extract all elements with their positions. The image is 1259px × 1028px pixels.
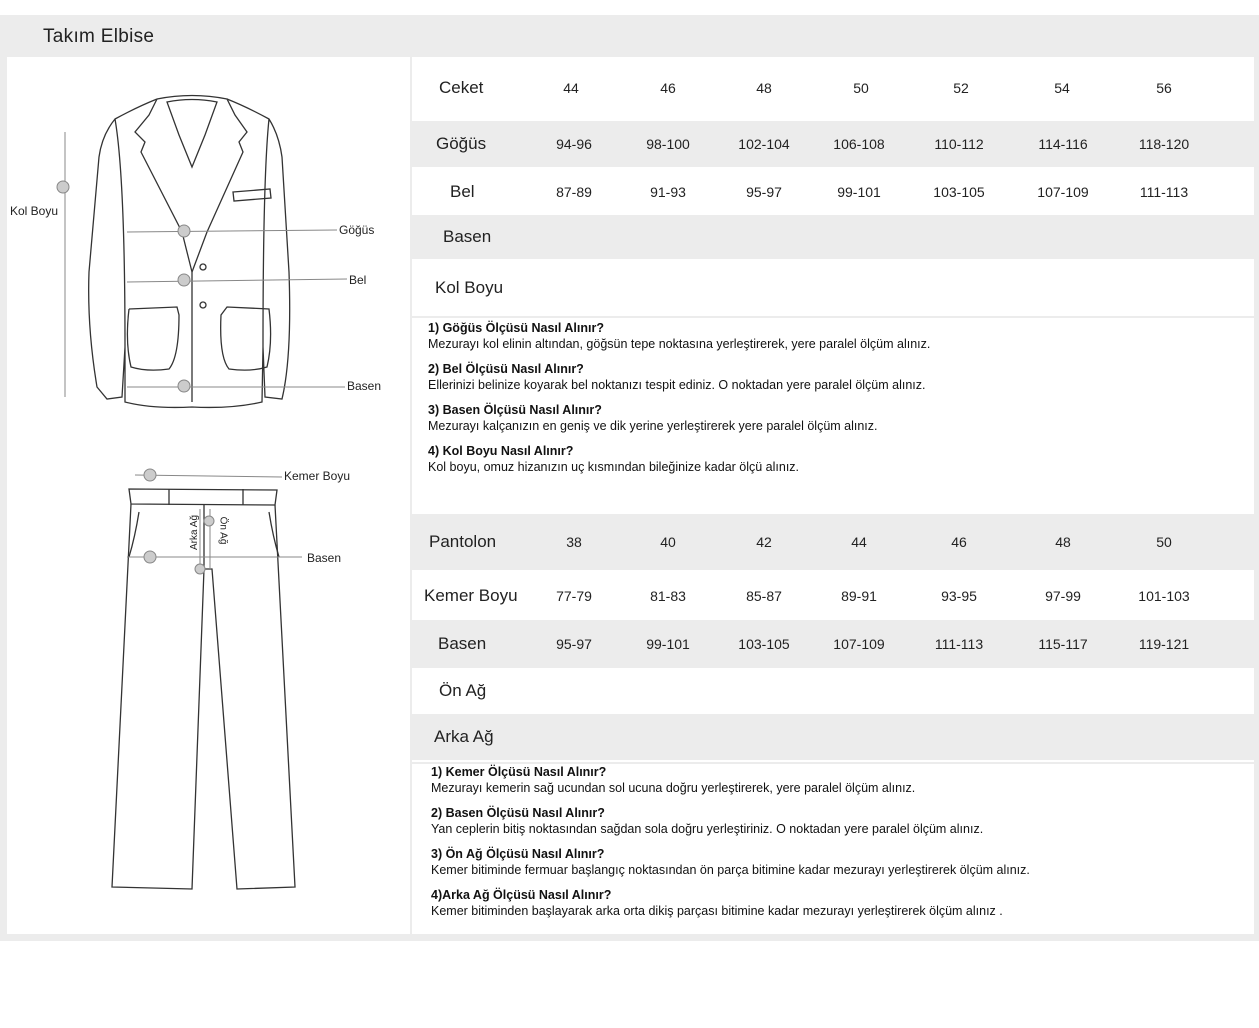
value-cell: 102-104 bbox=[738, 136, 790, 152]
value-cell: 85-87 bbox=[746, 588, 782, 604]
size-cell: 38 bbox=[566, 534, 582, 550]
row-label: Bel bbox=[450, 182, 475, 201]
row-label: Göğüs bbox=[436, 134, 487, 153]
page-title: Takım Elbise bbox=[43, 26, 155, 47]
instruction-text: Mezurayı kalçanızın en geniş ve dik yerine yerleştirerek yere paralel ölçüm alınız. bbox=[428, 419, 878, 433]
jacket-illustration bbox=[89, 96, 290, 408]
value-cell: 103-105 bbox=[738, 636, 790, 652]
value-cell: 89-91 bbox=[841, 588, 877, 604]
value-cell: 98-100 bbox=[646, 136, 690, 152]
instruction-text: Kemer bitiminden başlayarak arka orta dikiş parçası bitimine kadar mezurayı yerleştirerek ölçüm alınız . bbox=[431, 904, 1003, 918]
label-waist: Bel bbox=[349, 273, 367, 287]
size-cell: 44 bbox=[851, 534, 867, 550]
value-cell: 103-105 bbox=[933, 184, 985, 200]
instruction-text: Mezurayı kol elinin altından, göğsün tepe noktasına yerleştirerek, yere paralel ölçüm alınız. bbox=[428, 337, 931, 351]
instruction-title: 4) Kol Boyu Nasıl Alınır? bbox=[428, 444, 574, 458]
marker-1 bbox=[144, 469, 156, 481]
value-cell: 99-101 bbox=[837, 184, 881, 200]
value-cell: 95-97 bbox=[556, 636, 592, 652]
pants-belt-row bbox=[412, 572, 1254, 620]
value-cell: 115-117 bbox=[1038, 636, 1088, 652]
jacket-sleeve-row bbox=[412, 263, 1254, 313]
value-cell: 77-79 bbox=[556, 588, 592, 604]
instruction-text: Yan ceplerin bitiş noktasından sağdan sola doğru yerleştiriniz. O noktadan yere paralel ölçüm alınız. bbox=[431, 822, 984, 836]
size-cell: 40 bbox=[660, 534, 676, 550]
pants-instructions bbox=[431, 764, 1251, 928]
size-cell: 48 bbox=[756, 80, 772, 96]
value-cell: 95-97 bbox=[746, 184, 782, 200]
marker-2 bbox=[178, 274, 190, 286]
jacket-header-row bbox=[412, 59, 1254, 117]
value-cell: 107-109 bbox=[1037, 184, 1089, 200]
value-cell: 107-109 bbox=[833, 636, 885, 652]
value-cell: 110-112 bbox=[934, 136, 984, 152]
pants-illustration bbox=[112, 489, 295, 889]
size-cell: 50 bbox=[1156, 534, 1172, 550]
marker-4 bbox=[195, 564, 205, 574]
instruction-title: 2) Bel Ölçüsü Nasıl Alınır? bbox=[428, 362, 584, 376]
value-cell: 111-113 bbox=[934, 636, 984, 652]
size-cell: 42 bbox=[756, 534, 772, 550]
row-label: Basen bbox=[438, 634, 487, 653]
marker-4 bbox=[57, 181, 69, 193]
size-cell: 48 bbox=[1055, 534, 1071, 550]
instruction-title: 2) Basen Ölçüsü Nasıl Alınır? bbox=[431, 806, 605, 820]
pants-back-rise-row bbox=[412, 714, 1254, 760]
label-belt-length: Kemer Boyu bbox=[284, 469, 351, 483]
marker-1 bbox=[178, 225, 190, 237]
size-tables-panel bbox=[412, 57, 1254, 934]
value-cell: 87-89 bbox=[556, 184, 592, 200]
size-cell: 46 bbox=[951, 534, 967, 550]
value-cell: 94-96 bbox=[556, 136, 592, 152]
size-cell: 52 bbox=[953, 80, 969, 96]
jacket-hip-row bbox=[412, 215, 1254, 259]
value-cell: 101-103 bbox=[1138, 588, 1190, 604]
instruction-text: Kol boyu, omuz hizanızın uç kısmından bileğinize kadar ölçü alınız. bbox=[428, 460, 800, 474]
instruction-title: 1) Göğüs Ölçüsü Nasıl Alınır? bbox=[428, 321, 604, 335]
row-label: Arka Ağ bbox=[434, 727, 494, 746]
value-cell: 97-99 bbox=[1045, 588, 1081, 604]
marker-3 bbox=[178, 380, 190, 392]
label-front-rise: Ön Ağ bbox=[217, 516, 229, 545]
value-cell: 118-120 bbox=[1138, 136, 1190, 152]
jacket-waist-row bbox=[412, 169, 1254, 215]
row-label: Kol Boyu bbox=[435, 278, 504, 297]
size-cell: 56 bbox=[1156, 80, 1172, 96]
instruction-title: 3) Ön Ağ Ölçüsü Nasıl Alınır? bbox=[431, 847, 605, 861]
row-label: Ön Ağ bbox=[439, 681, 487, 700]
value-cell: 81-83 bbox=[650, 588, 686, 604]
instruction-text: Mezurayı kemerin sağ ucundan sol ucuna doğru yerleştirerek, yere paralel ölçüm alınız. bbox=[431, 781, 916, 795]
instruction-title: 3) Basen Ölçüsü Nasıl Alınır? bbox=[428, 403, 602, 417]
jacket-measure-lines bbox=[65, 132, 347, 397]
size-cell: 54 bbox=[1054, 80, 1070, 96]
pants-hip-row bbox=[412, 620, 1254, 668]
value-cell: 106-108 bbox=[833, 136, 885, 152]
size-cell: 46 bbox=[660, 80, 676, 96]
value-cell: 99-101 bbox=[646, 636, 690, 652]
jacket-instructions bbox=[428, 320, 1248, 484]
value-cell: 119-121 bbox=[1138, 636, 1190, 652]
label-back-rise: Arka Ağ bbox=[189, 514, 201, 551]
value-cell: 93-95 bbox=[941, 588, 977, 604]
row-label: Ceket bbox=[439, 78, 484, 97]
row-label: Kemer Boyu bbox=[424, 586, 518, 605]
size-cell: 44 bbox=[563, 80, 579, 96]
marker-2 bbox=[144, 551, 156, 563]
row-label: Basen bbox=[443, 227, 492, 246]
instruction-title: 4)Arka Ağ Ölçüsü Nasıl Alınır? bbox=[431, 888, 612, 902]
label-hip-jacket: Basen bbox=[347, 379, 382, 393]
label-hip-pants: Basen bbox=[307, 551, 342, 565]
instruction-text: Kemer bitiminde fermuar başlangıç noktasından ön parça bitimine kadar mezurayı yerleştirerek ölçüm alınız. bbox=[431, 863, 1030, 877]
instruction-title: 1) Kemer Ölçüsü Nasıl Alınır? bbox=[431, 765, 607, 779]
value-cell: 111-113 bbox=[1139, 184, 1189, 200]
jacket-markers bbox=[57, 181, 190, 392]
row-label: Pantolon bbox=[429, 532, 497, 551]
value-cell: 91-93 bbox=[650, 184, 686, 200]
pants-front-rise-row bbox=[412, 668, 1254, 714]
label-sleeve-length: Kol Boyu bbox=[10, 204, 59, 218]
diagram-panel bbox=[7, 57, 410, 934]
marker-3 bbox=[204, 516, 214, 526]
size-cell: 50 bbox=[853, 80, 869, 96]
jacket-chest-row bbox=[412, 121, 1254, 167]
value-cell: 114-116 bbox=[1038, 136, 1088, 152]
pants-header-row bbox=[412, 514, 1254, 570]
jacket-and-pants-diagram bbox=[7, 57, 410, 934]
instruction-text: Ellerinizi belinize koyarak bel noktanızı tespit ediniz. O noktadan yere paralel ölçüm alınız. bbox=[428, 378, 926, 392]
label-chest: Göğüs bbox=[339, 223, 375, 237]
divider bbox=[412, 316, 1254, 318]
